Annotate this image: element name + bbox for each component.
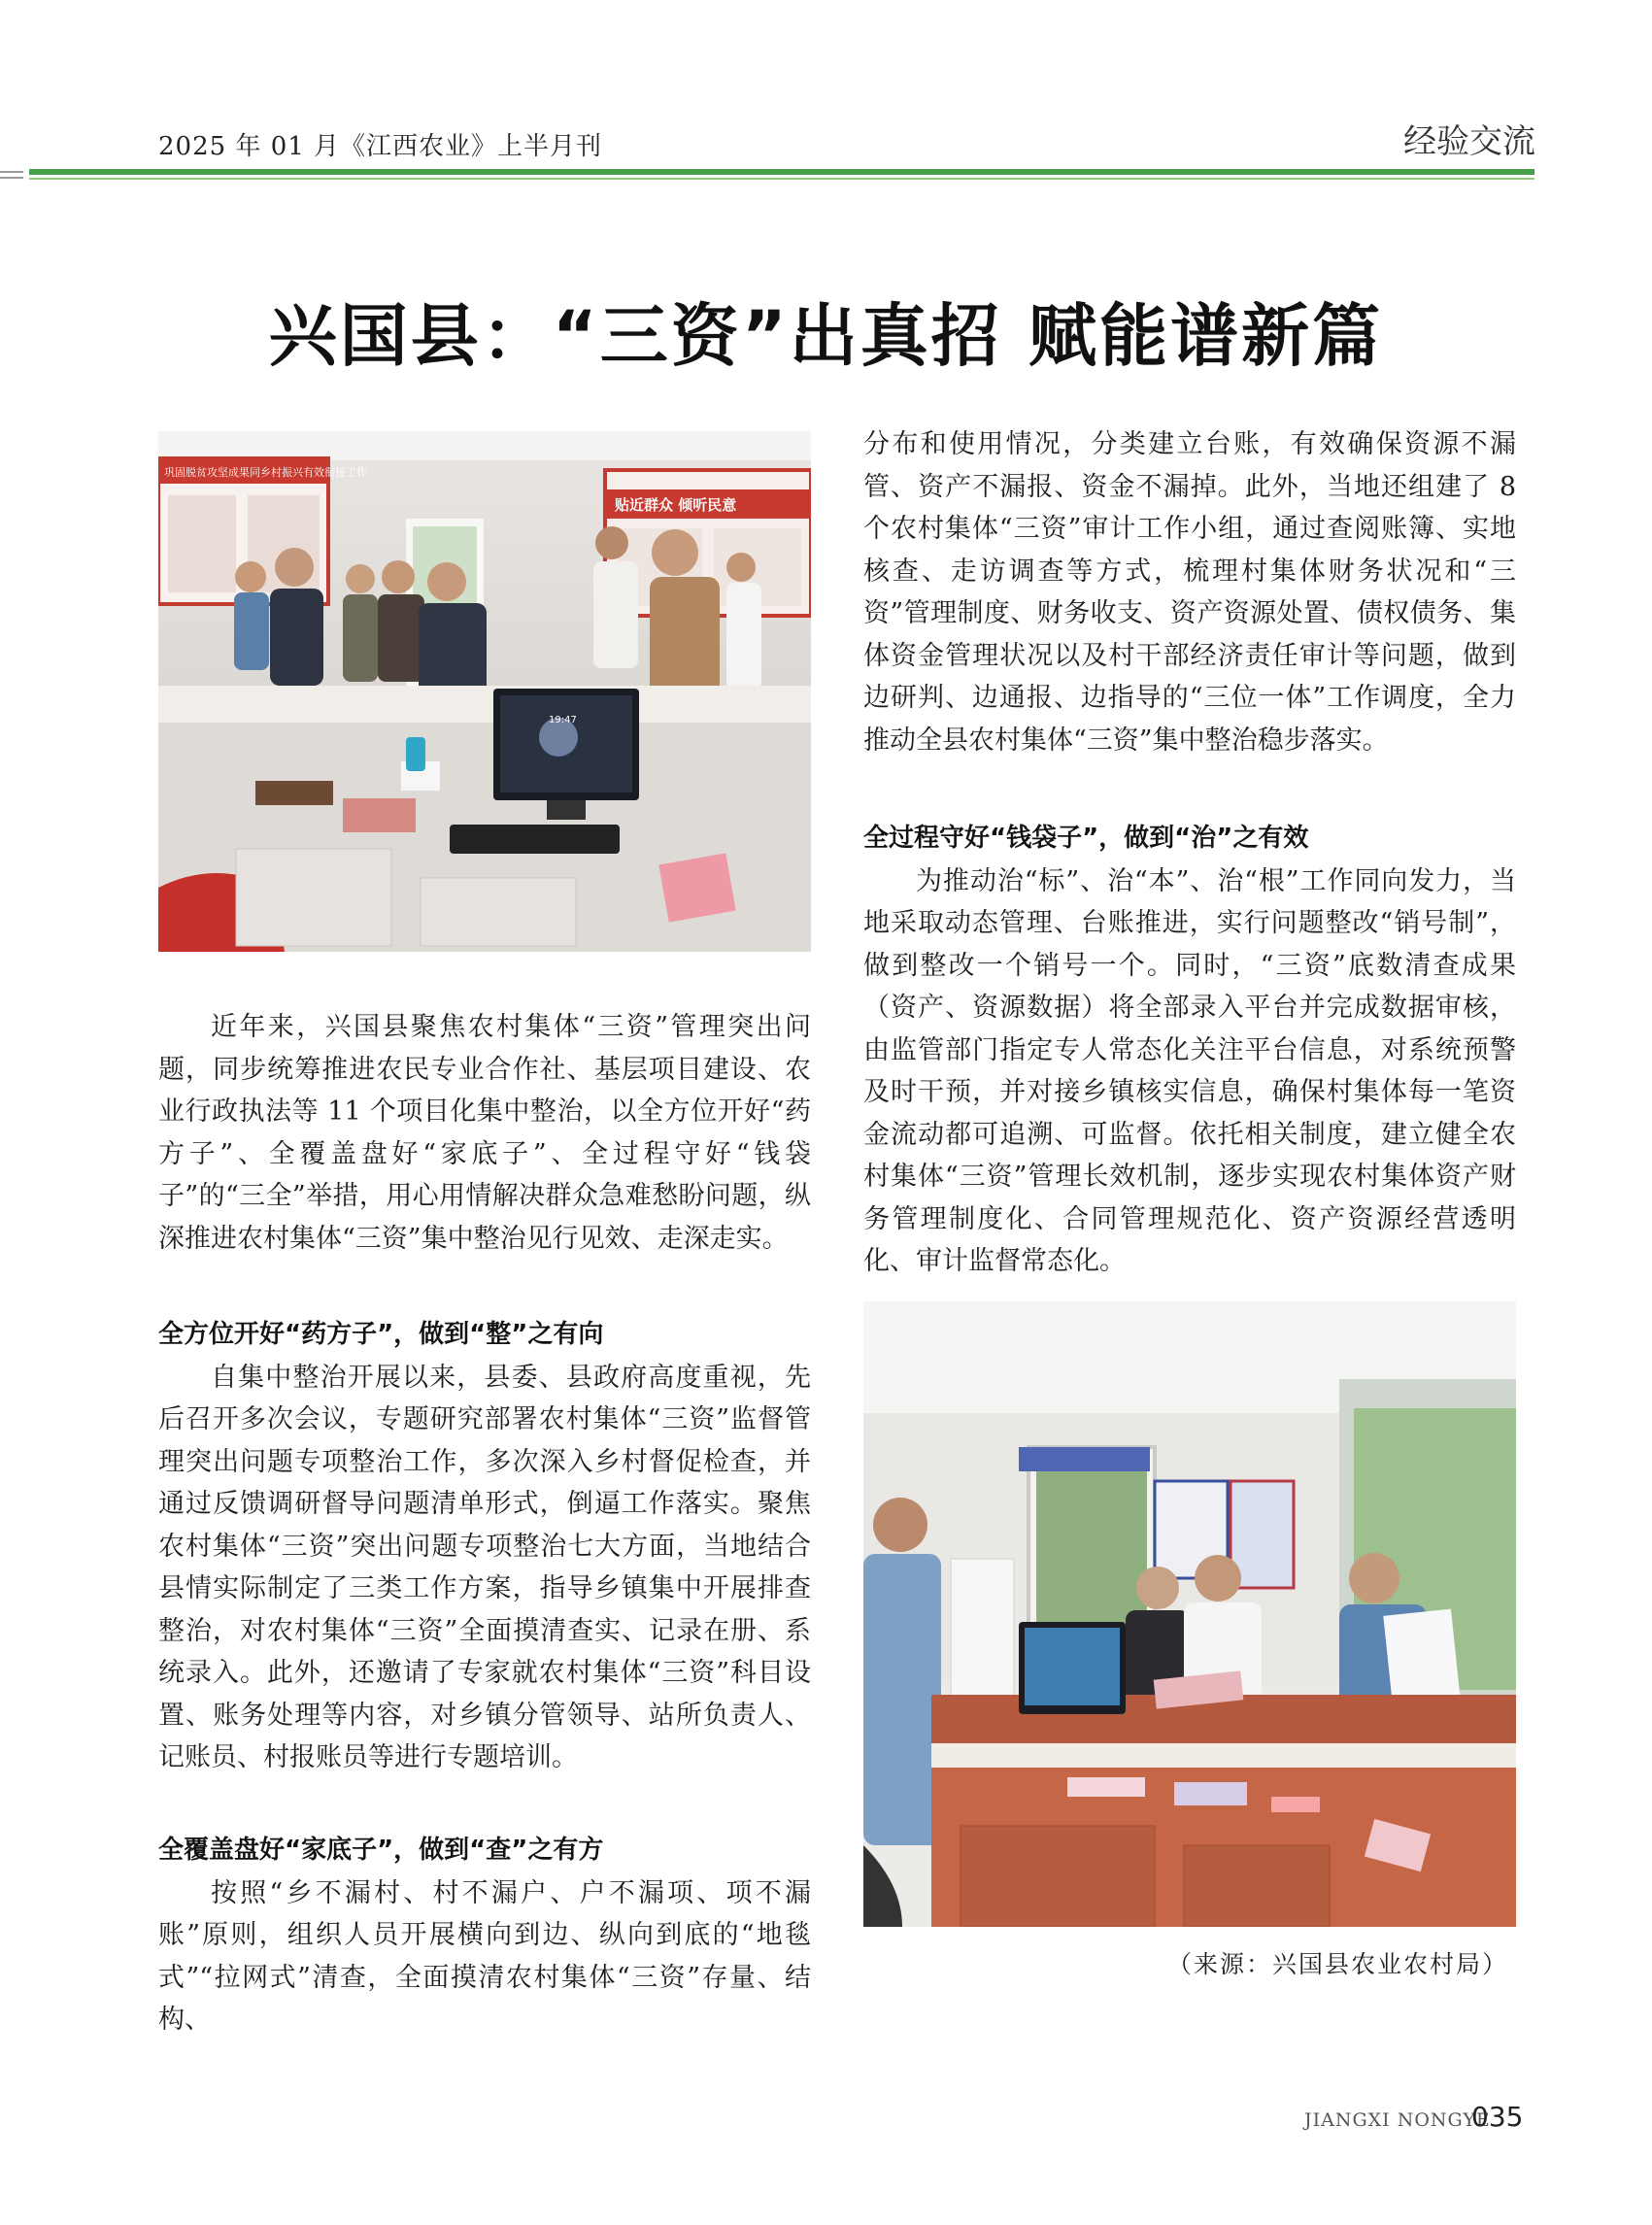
section-3 (863, 818, 1516, 1283)
intro-text: 近年来，兴国县聚焦农村集体“三资”管理突出问题，同步统筹推进农民专业合作社、基层项目建设、农业行政执法等 11 个项目化集中整治，以全方位开好“药方子”、全覆盖盘好“家底子”、全过程守好“钱袋子”的“三全”举措，用心用情解决群众急难愁盼问题，纵深推进农村集体“三资”集中整治见行见效、走深走实。 (158, 1012, 811, 1254)
section-2-body-continued: 分布和使用情况，分类建立台账，有效确保资源不漏管、资产不漏报、资金不漏掉。此外，当地还组建了 8 个农村集体“三资”审计工作小组，通过查阅账簿、实地核查、走访调查等方式，梳理村集体财务状况和“三资”管理制度、财务收支、资产资源处置、债权债务、集体资金管理状况以及村干部经济责任审计等问题，做到边研判、边通报、边指导的“三位一体”工作调度，全力推动全县农村集体“三资”集中整治稳步落实。 (863, 429, 1516, 756)
photo-inspection-illustration (158, 431, 811, 952)
journal-name-en: JIANGXI NONGYE (1304, 2109, 1491, 2131)
page-number: 035 (1471, 2101, 1524, 2133)
section-label: 经验交流 (1403, 122, 1535, 161)
photo-inspection-office (158, 431, 811, 952)
monitor-time: 19:47 (549, 715, 577, 725)
section-2 (158, 1830, 811, 2041)
photo-counter-illustration (863, 1301, 1516, 1927)
header-rule-gray-2 (0, 177, 23, 179)
article-title: 兴国县：“三资”出真招 赋能谱新篇 (268, 296, 1384, 376)
section-1-heading: 全方位开好“药方子”，做到“整”之有向 (158, 1320, 604, 1349)
issue-info: 2025 年 01 月《江西农业》上半月刊 (158, 132, 603, 161)
section-1 (158, 1314, 811, 1779)
photo-service-counter (863, 1301, 1516, 1927)
section-2-heading: 全覆盖盘好“家底子”，做到“查”之有方 (158, 1836, 604, 1865)
section-3-body: 为推动治“标”、治“本”、治“根”工作同向发力，当地采取动态管理、台账推进，实行问题整改“销号制”，做到整改一个销号一个。同时，“三资”底数清查成果（资产、资源数据）将全部录入平台并完成数据审核，由监管部门指定专人常态化关注平台信息，对系统预警及时干预，并对接乡镇核实信息，确保村集体每一笔资金流动都可追溯、可监督。依托相关制度，建立健全农村集体“三资”管理长效机制，逐步实现农村集体资产财务管理制度化、合同管理规范化、资产资源经营透明化、审计监督常态化。 (863, 865, 1516, 1276)
board-left-text: 巩固脱贫攻坚成果同乡村振兴有效衔接工作 (164, 466, 367, 479)
header-rule-gray (0, 171, 23, 173)
header-rule-green-thin (29, 178, 1534, 180)
board-right-text: 贴近群众 倾听民意 (615, 496, 737, 514)
section-2-continued (863, 423, 1516, 761)
section-1-body: 自集中整治开展以来，县委、县政府高度重视，先后召开多次会议，专题研究部署农村集体“三资”监督管理突出问题专项整治工作，多次深入乡村督促检查，并通过反馈调研督导问题清单形式，倒逼工作落实。聚焦农村集体“三资”突出问题专项整治七大方面，当地结合县情实际制定了三类工作方案，指导乡镇集中开展排查整治，对农村集体“三资”全面摸清查实、记录在册、系统录入。此外，还邀请了专家就农村集体“三资”科目设置、账务处理等内容，对乡镇分管领导、站所负责人、记账员、村报账员等进行专题培训。 (158, 1362, 811, 1772)
intro-paragraph (158, 1006, 811, 1260)
section-3-heading: 全过程守好“钱袋子”，做到“治”之有效 (863, 824, 1309, 853)
photo-caption: （来源：兴国县农业农村局） (1166, 1950, 1508, 1978)
section-2-body-start: 按照“乡不漏村、村不漏户、户不漏项、项不漏账”原则，组织人员开展横向到边、纵向到底的“地毯式”“拉网式”清查，全面摸清农村集体“三资”存量、结构、 (158, 1877, 811, 2035)
header-rule-green (29, 169, 1534, 175)
